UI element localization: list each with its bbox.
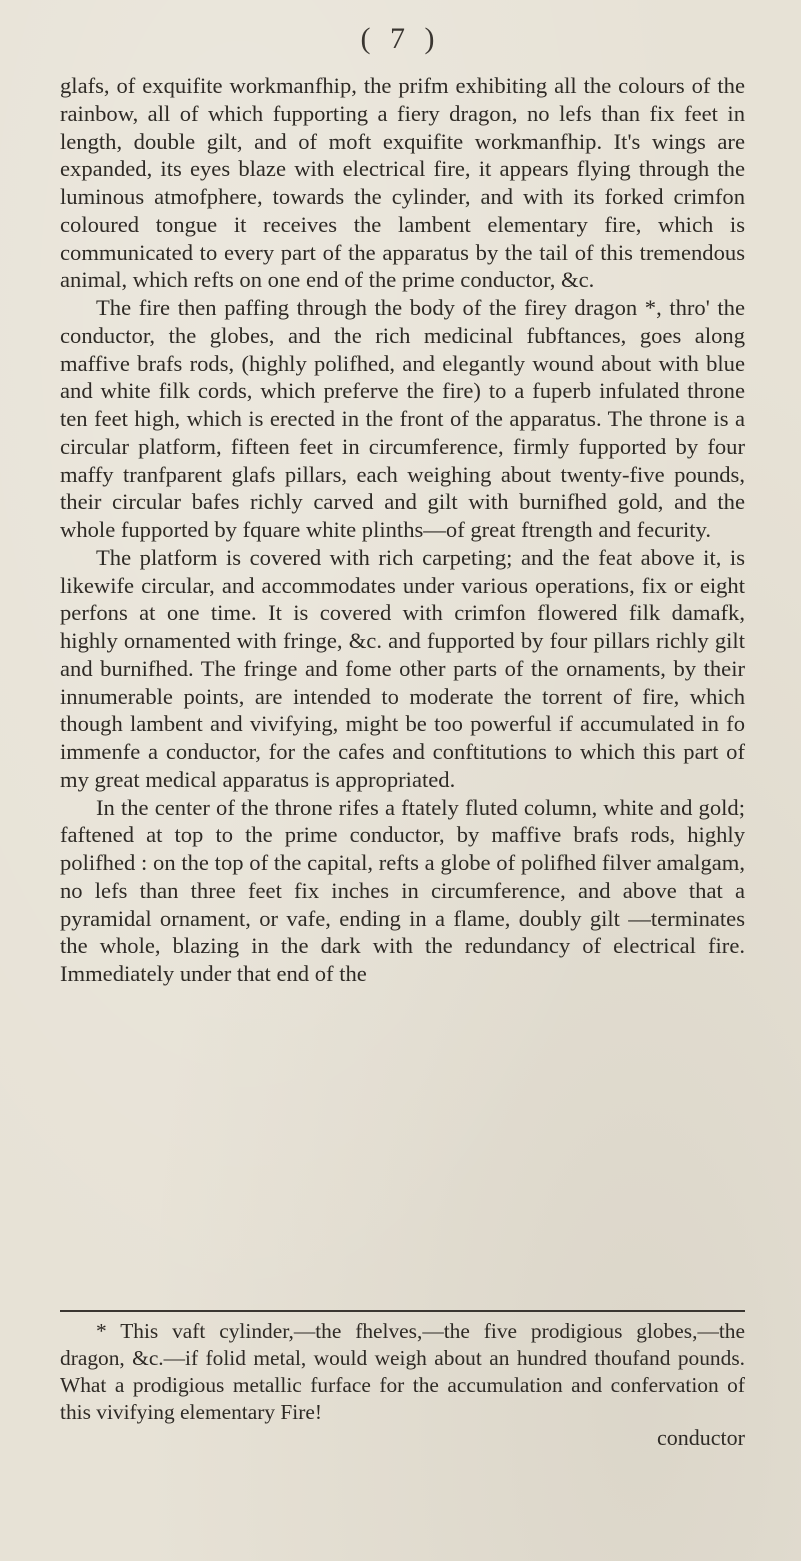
footnote-divider [60, 1310, 745, 1312]
page-number: ( 7 ) [360, 22, 441, 55]
paragraph-throne: The fire then paffing through the body of the firey dragon *, thro' the conductor, the globes, and the rich medicinal fubftances, goes along maffive brafs rods, (highly polifhed, and elegantly wound about with blue and white filk cords, which preferve the fire) to a fuperb infulated throne ten feet high, which is erected in the front of the apparatus. The throne is a circular platform, fifteen feet in circumference, firmly fupported by four maffy tranfparent glafs pillars, each weighing about twenty-five pounds, their circular bafes richly carved and gilt with burnifhed gold, and the whole fupported by fquare white plinths—of great ftrength and fecurity. [60, 295, 745, 542]
paragraph-platform: The platform is covered with rich carpeting; and the feat above it, is likewife circular, and accommodates under various operations, fix or eight perfons at one time. It is covered with crimfon flowered filk damafk, highly ornamented with fringe, &c. and fupported by four pillars richly gilt and burnifhed. The fringe and fome other parts of the ornaments, by their innumerable points, are intended to moderate the torrent of fire, which though lambent and vivifying, might be too powerful if accumulated in fo immenfe a conductor, for the cafes and conftitutions to which this part of my great medical apparatus is appropriated. [60, 544, 745, 792]
paragraph-continuation: glafs, of exquifite workmanfhip, the prifm exhibiting all the colours of the rainbow, all of which fupporting a fiery dragon, no lefs than fix feet in length, double gilt, and of moft exquifite workmanfhip. It's wings are expanded, its eyes blaze with electrical fire, it appears flying through the luminous atmofphere, towards the cylinder, and with its forked crimfon coloured tongue it receives the lambent elementary fire, which is communicated to every part of the apparatus by the tail of this tremendous animal, which refts on one end of the prime conductor, &c. [60, 73, 745, 293]
footnote: * This vaft cylinder,—the fhelves,—the five prodigious globes,—the dragon, &c.—if folid metal, would weigh about an hundred thoufand pounds. What a prodigious metallic furface for the accumulation and confervation of this vivifying elementary Fire! [60, 1319, 745, 1424]
paragraph-column: In the center of the throne rifes a ftately fluted column, white and gold; faftened at top to the prime conductor, by maffive brafs rods, highly polifhed : on the top of the capital, refts a globe of polifhed filver amalgam, no lefs than three feet fix inches in circumference, and above that a pyramidal ornament, or vafe, ending in a flame, doubly gilt —terminates the whole, blazing in the dark with the redundancy of electrical fire. Immediately under that end of the [60, 794, 745, 986]
body-text [60, 72, 745, 988]
catchword: conductor [657, 1425, 745, 1450]
